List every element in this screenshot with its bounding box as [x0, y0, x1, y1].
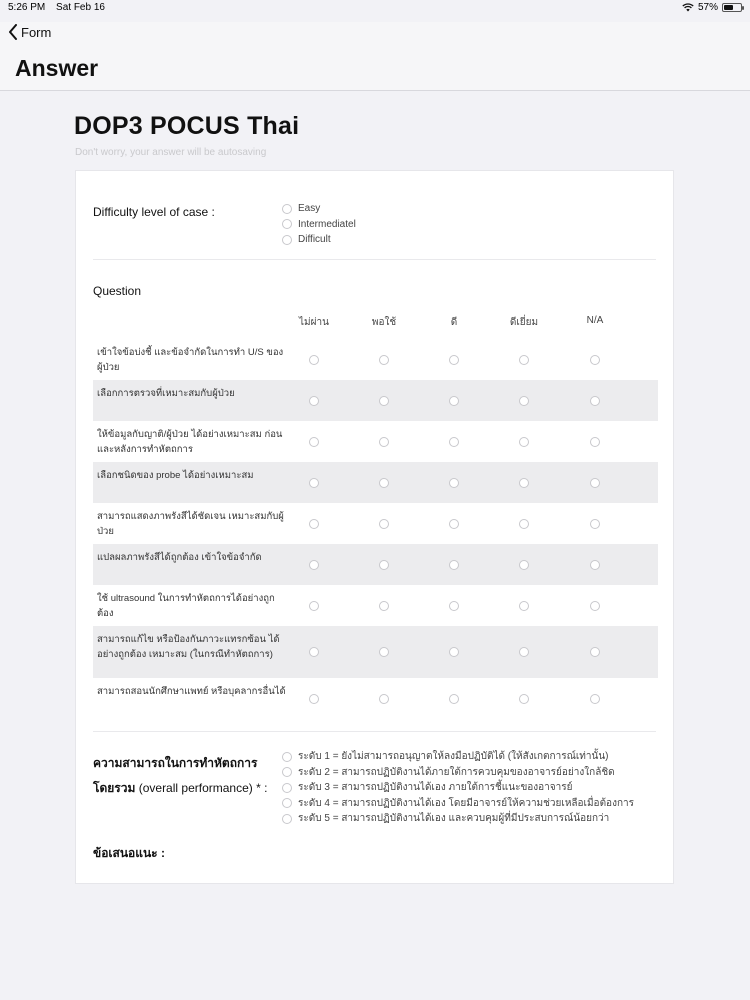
rating-radio-col-3[interactable]	[449, 396, 459, 406]
question-text: เลือกชนิดของ probe ได้อย่างเหมาะสม	[97, 470, 254, 481]
column-header-good: ดี	[450, 317, 458, 328]
page-title: Answer	[15, 55, 99, 81]
question-text: ให้ข้อมูลกับญาติ/ผู้ป่วย ได้อย่างเหมาะสม ก่อน และหลังการทำหัตถการ	[97, 429, 283, 455]
rating-radio-col-1[interactable]	[309, 355, 319, 365]
rating-radio-col-1[interactable]	[309, 478, 319, 488]
radio-button[interactable]	[282, 204, 292, 214]
question-grid	[93, 339, 658, 719]
rating-radio-col-2[interactable]	[379, 560, 389, 570]
rating-radio-col-1[interactable]	[309, 694, 319, 704]
difficulty-option-intermediate[interactable]	[282, 217, 356, 233]
difficulty-option-easy[interactable]	[282, 201, 356, 217]
rating-radio-col-4[interactable]	[519, 694, 529, 704]
question-row	[93, 626, 658, 678]
rating-radio-col-2[interactable]	[379, 478, 389, 488]
question-text: แปลผลภาพรังสีได้ถูกต้อง เข้าใจข้อจำกัด	[97, 552, 262, 563]
radio-button[interactable]	[282, 798, 292, 808]
question-title: Question	[93, 284, 142, 298]
rating-radio-col-1[interactable]	[309, 396, 319, 406]
radio-button[interactable]	[282, 235, 292, 245]
rating-radio-col-4[interactable]	[519, 396, 529, 406]
option-label: ระดับ 3 = สามารถปฏิบัติงานได้เอง ภายใต้การชี้แนะของอาจารย์	[298, 782, 573, 794]
option-label: Intermediatel	[298, 218, 356, 230]
rating-radio-col-3[interactable]	[449, 647, 459, 657]
option-label: ระดับ 1 = ยังไม่สามารถอนุญาตให้ลงมือปฏิบัติได้ (ให้สังเกตการณ์เท่านั้น)	[298, 751, 609, 763]
rating-radio-col-2[interactable]	[379, 355, 389, 365]
rating-radio-col-3[interactable]	[449, 355, 459, 365]
form-title: DOP3 POCUS Thai	[74, 112, 300, 140]
rating-radio-col-4[interactable]	[519, 355, 529, 365]
rating-radio-col-5[interactable]	[590, 478, 600, 488]
rating-radio-col-3[interactable]	[449, 694, 459, 704]
overall-label-plain: (overall performance) * :	[138, 781, 268, 795]
question-text: เลือกการตรวจที่เหมาะสมกับผู้ป่วย	[97, 388, 235, 399]
rating-radio-col-2[interactable]	[379, 601, 389, 611]
status-time: 5:26 PM	[8, 1, 46, 13]
rating-radio-col-3[interactable]	[449, 478, 459, 488]
rating-radio-col-4[interactable]	[519, 478, 529, 488]
overall-option-4[interactable]	[282, 796, 634, 812]
question-row	[93, 339, 658, 380]
rating-radio-col-4[interactable]	[519, 560, 529, 570]
rating-radio-col-1[interactable]	[309, 647, 319, 657]
rating-radio-col-5[interactable]	[590, 694, 600, 704]
radio-button[interactable]	[282, 783, 292, 793]
rating-radio-col-3[interactable]	[449, 560, 459, 570]
back-label: Form	[21, 24, 52, 40]
column-header-fair: พอใช้	[371, 317, 397, 328]
rating-radio-col-3[interactable]	[449, 519, 459, 529]
rating-radio-col-5[interactable]	[590, 519, 600, 529]
column-header-na: N/A	[586, 315, 604, 326]
overall-option-3[interactable]	[282, 780, 634, 796]
rating-radio-col-5[interactable]	[590, 437, 600, 447]
divider	[93, 731, 656, 732]
option-label: ระดับ 4 = สามารถปฏิบัติงานได้เอง โดยมีอาจารย์ให้ความช่วยเหลือเมื่อต้องการ	[298, 797, 634, 809]
question-text: ใช้ ultrasound ในการทำหัตถการได้อย่างถูกต้อง	[97, 593, 275, 619]
rating-radio-col-1[interactable]	[309, 437, 319, 447]
question-row	[93, 462, 658, 503]
divider	[93, 259, 656, 260]
rating-radio-col-5[interactable]	[590, 396, 600, 406]
overall-performance-label	[93, 751, 278, 801]
rating-radio-col-2[interactable]	[379, 396, 389, 406]
rating-radio-col-4[interactable]	[519, 437, 529, 447]
rating-radio-col-2[interactable]	[379, 519, 389, 529]
form-content	[0, 91, 750, 1000]
overall-performance-options	[282, 749, 634, 827]
rating-radio-col-5[interactable]	[590, 560, 600, 570]
overall-option-1[interactable]	[282, 749, 634, 765]
form-card	[75, 170, 674, 884]
option-label: ระดับ 2 = สามารถปฏิบัติงานได้ภายใต้การควบคุมของอาจารย์อย่างใกล้ชิด	[298, 766, 615, 778]
difficulty-options	[282, 201, 356, 248]
suggestion-label: ข้อเสนอแนะ :	[93, 846, 165, 860]
question-row	[93, 421, 658, 462]
rating-radio-col-2[interactable]	[379, 437, 389, 447]
rating-radio-col-1[interactable]	[309, 601, 319, 611]
battery-icon	[722, 3, 742, 12]
battery-percent: 57%	[697, 1, 718, 13]
question-row	[93, 380, 658, 421]
difficulty-option-difficult[interactable]	[282, 232, 356, 248]
radio-button[interactable]	[282, 767, 292, 777]
option-label: ระดับ 5 = สามารถปฏิบัติงานได้เอง และควบคุมผู้ที่มีประสบการณ์น้อยกว่า	[298, 813, 610, 825]
autosave-note: Don't worry, your answer will be autosaving	[75, 147, 267, 158]
question-text: เข้าใจข้อบ่งชี้ และข้อจำกัดในการทำ U/S ของผู้ป่วย	[97, 347, 284, 373]
overall-label-bold: ความสามารถในการทำหัตถการโดยรวม	[93, 756, 258, 795]
option-label: Easy	[298, 203, 321, 215]
radio-button[interactable]	[282, 752, 292, 762]
wifi-icon	[682, 3, 694, 12]
rating-radio-col-5[interactable]	[590, 355, 600, 365]
rating-radio-col-5[interactable]	[590, 647, 600, 657]
rating-radio-col-4[interactable]	[519, 601, 529, 611]
overall-option-2[interactable]	[282, 765, 634, 781]
rating-radio-col-2[interactable]	[379, 647, 389, 657]
question-text: สามารถแสดงภาพรังสีได้ชัดเจน เหมาะสมกับผู้ป่วย	[97, 511, 284, 537]
rating-radio-col-3[interactable]	[449, 601, 459, 611]
column-header-excellent: ดีเยี่ยม	[509, 317, 539, 328]
status-date: Sat Feb 16	[56, 1, 105, 13]
column-header-fail: ไม่ผ่าน	[299, 317, 329, 328]
rating-radio-col-2[interactable]	[379, 694, 389, 704]
option-label: Difficult	[298, 234, 331, 246]
rating-radio-col-4[interactable]	[519, 647, 529, 657]
question-row	[93, 678, 658, 719]
radio-button[interactable]	[282, 814, 292, 824]
radio-button[interactable]	[282, 219, 292, 229]
rating-radio-col-1[interactable]	[309, 519, 319, 529]
question-row	[93, 503, 658, 544]
overall-option-5[interactable]	[282, 811, 634, 827]
back-button[interactable]	[8, 24, 51, 40]
question-text: สามารถแก้ไข หรือป้องกันภาวะแทรกซ้อน ได้อย่างถูกต้อง เหมาะสม (ในกรณีทำหัตถการ)	[97, 634, 280, 660]
question-row	[93, 544, 658, 585]
rating-radio-col-3[interactable]	[449, 437, 459, 447]
rating-radio-col-4[interactable]	[519, 519, 529, 529]
difficulty-label: Difficulty level of case :	[93, 205, 215, 219]
rating-radio-col-1[interactable]	[309, 560, 319, 570]
navigation-bar	[0, 22, 750, 91]
question-row	[93, 585, 658, 626]
rating-radio-col-5[interactable]	[590, 601, 600, 611]
question-text: สามารถสอนนักศึกษาแพทย์ หรือบุคลากรอื่นได้	[97, 686, 286, 697]
chevron-left-icon	[8, 24, 18, 40]
status-bar	[0, 0, 750, 14]
